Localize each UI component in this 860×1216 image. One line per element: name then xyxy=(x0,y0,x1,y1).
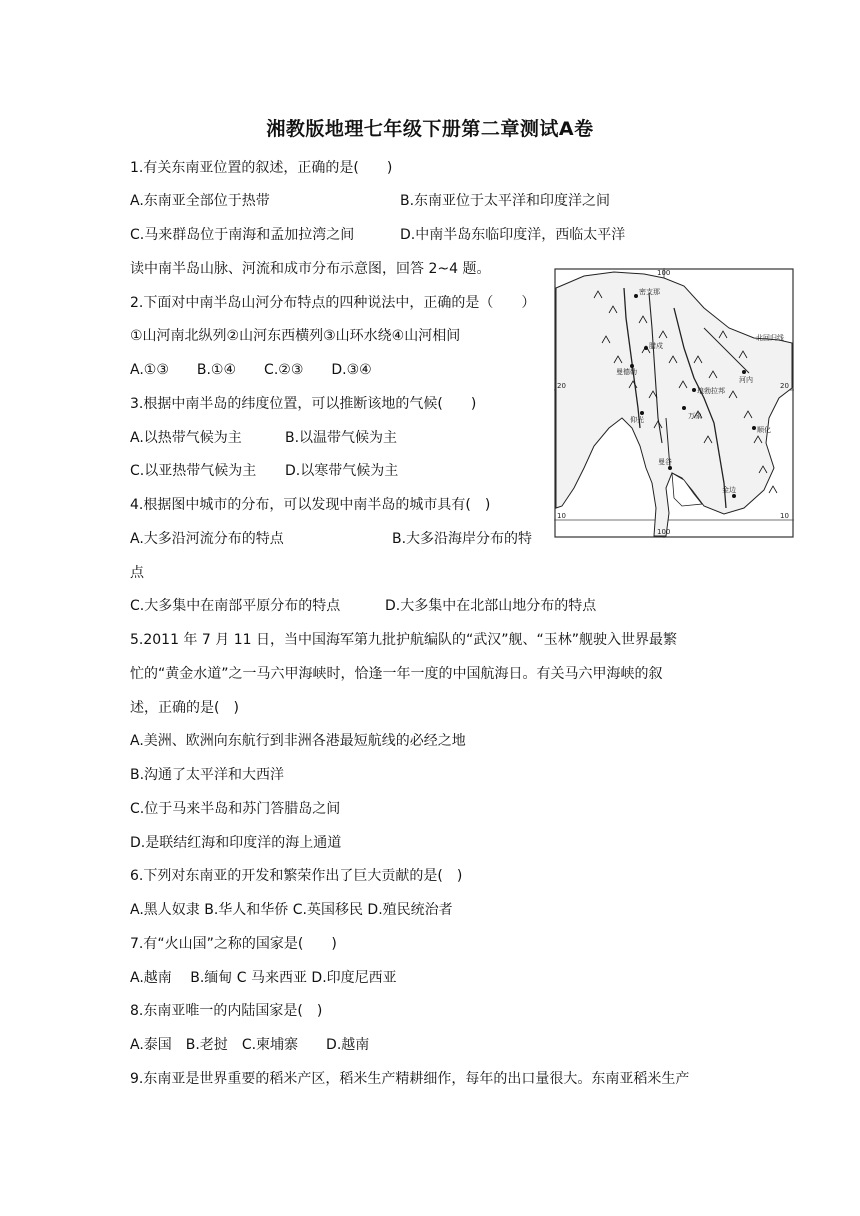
label-myitkyina: 密支那 xyxy=(639,288,660,296)
label-lat10-left: 10 xyxy=(557,512,566,520)
q3-stem: 3.根据中南半岛的纬度位置，可以推断该地的气候( ) xyxy=(130,396,477,412)
label-lat20-right: 20 xyxy=(780,382,789,390)
label-yangon: 仰光 xyxy=(630,416,644,424)
q5-option-a: A.美洲、欧洲向东航行到非洲各港最短航线的必经之地 xyxy=(130,733,466,749)
label-phnompenh: 金边 xyxy=(722,486,736,494)
q9-line1: 9.东南亚是世界重要的稻米产区，稻米生产精耕细作，每年的出口量很大。东南亚稻米生产 xyxy=(130,1071,690,1087)
q4-option-c: C.大多集中在南部平原分布的特点 xyxy=(130,598,341,614)
q4-stem: 4.根据图中城市的分布，可以发现中南半岛的城市具有( ) xyxy=(130,497,491,513)
q3-option-c: C.以亚热带气候为主 xyxy=(130,463,257,479)
label-vientiane: 万象 xyxy=(688,412,702,420)
q6-stem: 6.下列对东南亚的开发和繁荣作出了巨大贡献的是( ) xyxy=(130,868,463,884)
q3-option-a: A.以热带气候为主 xyxy=(130,430,242,446)
q5-line2: 忙的“黄金水道”之一马六甲海峡时，恰逢一年一度的中国航海日。有关马六甲海峡的叙 xyxy=(130,666,663,682)
q2-statements: ①山河南北纵列②山河东西横列③山环水绕④山河相间 xyxy=(130,328,461,344)
indochina-map xyxy=(554,268,794,538)
label-lat10-right: 10 xyxy=(780,512,789,520)
q6-options: A.黑人奴隶 B.华人和华侨 C.英国移民 D.殖民统治者 xyxy=(130,902,453,918)
label-tropic: 北回归线 xyxy=(756,334,784,342)
intro-2-4: 读中南半岛山脉、河流和成市分布示意图，回答 2~4 题。 xyxy=(130,261,491,277)
q7-options: A.越南 B.缅甸 C 马来西亚 D.印度尼西亚 xyxy=(130,970,397,986)
q5-option-b: B.沟通了太平洋和大西洋 xyxy=(130,767,285,783)
q8-stem: 8.东南亚唯一的内陆国家是( ) xyxy=(130,1003,323,1019)
page-title: 湘教版地理七年级下册第二章测试A卷 xyxy=(266,118,594,140)
q3-option-b: B.以温带气候为主 xyxy=(285,430,398,446)
label-bangkok: 曼谷 xyxy=(658,458,672,466)
q4-option-b-wrap: 点 xyxy=(130,565,144,581)
q4-option-d: D.大多集中在北部山地分布的特点 xyxy=(385,598,597,614)
label-mandalay: 曼德勒 xyxy=(616,368,637,376)
q2-options: A.①③ B.①④ C.②③ D.③④ xyxy=(130,362,372,378)
label-lashio: 腊戍 xyxy=(649,342,663,350)
q5-option-c: C.位于马来半岛和苏门答腊岛之间 xyxy=(130,801,341,817)
q4-option-a: A.大多沿河流分布的特点 xyxy=(130,531,284,547)
q5-line1: 5.2011 年 7 月 11 日，当中国海军第九批护航编队的“武汉”舰、“玉林”舰驶入世界最繁 xyxy=(130,632,677,648)
q2-stem: 2.下面对中南半岛山河分布特点的四种说法中，正确的是（ ） xyxy=(130,295,536,311)
q1-stem: 1.有关东南亚位置的叙述，正确的是( ) xyxy=(130,160,393,176)
q4-option-b: B.大多沿海岸分布的特 xyxy=(392,531,533,547)
q5-option-d: D.是联结红海和印度洋的海上通道 xyxy=(130,835,342,851)
label-hue: 顺化 xyxy=(757,426,771,434)
q3-option-d: D.以寒带气候为主 xyxy=(285,463,399,479)
q5-line3: 述，正确的是( ) xyxy=(130,700,239,716)
q1-option-b: B.东南亚位于太平洋和印度洋之间 xyxy=(400,193,611,209)
q8-options: A.泰国 B.老挝 C.柬埔寨 D.越南 xyxy=(130,1037,370,1053)
label-lon-bottom: 100 xyxy=(657,528,671,536)
q1-option-a: A.东南亚全部位于热带 xyxy=(130,193,270,209)
label-luang: 琅勃拉邦 xyxy=(697,387,725,395)
q1-option-c: C.马来群岛位于南海和孟加拉湾之间 xyxy=(130,227,355,243)
q1-option-d: D.中南半岛东临印度洋，西临太平洋 xyxy=(400,227,626,243)
label-lon-top: 100 xyxy=(657,269,671,277)
label-lat20-left: 20 xyxy=(557,382,566,390)
q7-stem: 7.有“火山国”之称的国家是( ) xyxy=(130,936,337,952)
label-hanoi: 河内 xyxy=(739,376,753,384)
